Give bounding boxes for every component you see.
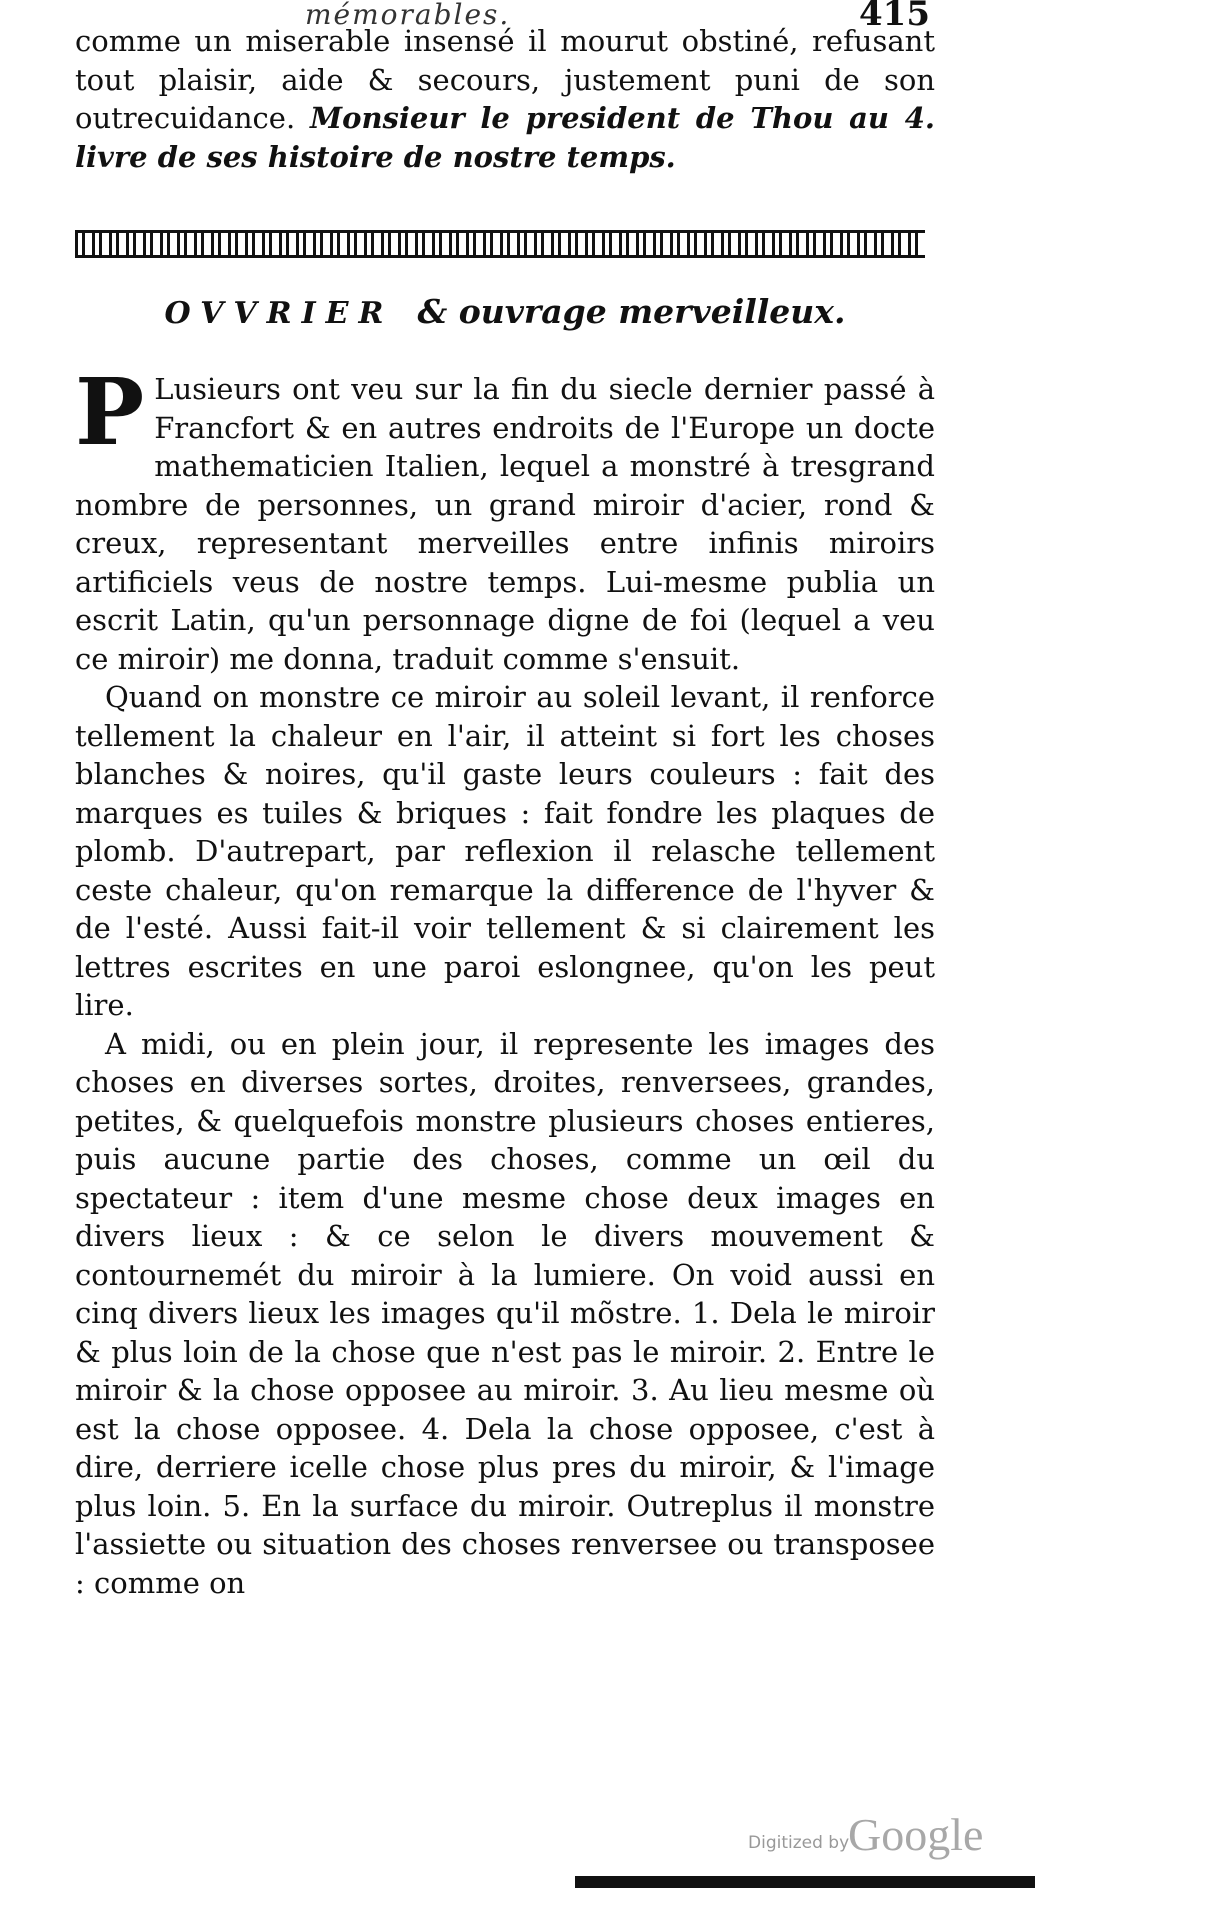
intro-reference: Monsieur le president de Thou au 4. livre de ses histoire de nostre temps.: [75, 101, 935, 174]
section-title-rest: & ouvrage merveilleux.: [417, 292, 846, 331]
paragraph-1-text: Lusieurs ont veu sur la fin du siecle dernier passé à Francfort & en autres endroits de l'Europe un docte mathematicien Italien, lequel a monstré à tresgrand nombre de personnes, un grand miroir d'acier, rond & creux, representant merveilles entre infinis miroirs artificiels veus de nostre temps. Lui-mesme publia un escrit Latin, qu'un personnage digne de foi (lequel a veu ce miroir) me donna, traduit comme s'ensuit.: [75, 372, 935, 676]
ornamental-band: [75, 230, 925, 258]
paragraph-2: Quand on monstre ce miroir au soleil levant, il renforce tellement la chaleur en l'air, il atteint si fort les choses blanches & noires, qu'il gaste leurs couleurs : fait des marques es tuiles & briques : fait fondre les plaques de plomb. D'autrepart, par reflexion il relasche tellement ceste chaleur, qu'on remarque la difference de l'hyver & de l'esté. Aussi fait-il voir tellement & si clairement les lettres escrites en une paroi eslongnee, qu'on les peut lire.: [75, 680, 935, 1022]
body-text: [75, 358, 935, 1602]
google-watermark: Google: [848, 1809, 984, 1860]
paragraph-1: [75, 358, 935, 678]
section-title: [75, 292, 935, 331]
intro-paragraph: [75, 22, 935, 176]
digitized-by-label: Digitized by: [748, 1833, 850, 1853]
paragraph-3: A midi, ou en plein jour, il represente les images des choses en diverses sortes, droites, renversees, grandes, petites, & quelquefois monstre plusieurs choses entieres, puis aucune partie des choses, comme un œil du spectateur : item d'une mesme chose deux images en divers lieux : & ce selon le divers mouvement & contournemét du miroir à la lumiere. On void aussi en cinq divers lieux les images qu'il mõstre. 1. Dela le miroir & plus loin de la chose que n'est pas le miroir. 2. Entre le miroir & la chose opposee au miroir. 3. Au lieu mesme où est la chose opposee. 4. Dela la chose opposee, c'est à dire, derriere icelle chose plus pres du miroir, & l'image plus loin. 5. En la surface du miroir. Outreplus il monstre l'assiette ou situation des choses renversee ou transposee : comme on: [75, 1026, 935, 1600]
scan-edge-bar: [575, 1876, 1035, 1888]
running-title: mémorables.: [305, 0, 511, 31]
section-title-caps: OVVRIER: [164, 296, 394, 331]
intro-text: comme un miserable insensé il mourut obstiné, refusant tout plaisir, aide & secours, justement puni de son outrecuidance.: [75, 24, 935, 135]
page-number: 415: [859, 0, 930, 34]
drop-cap: P: [75, 358, 145, 466]
